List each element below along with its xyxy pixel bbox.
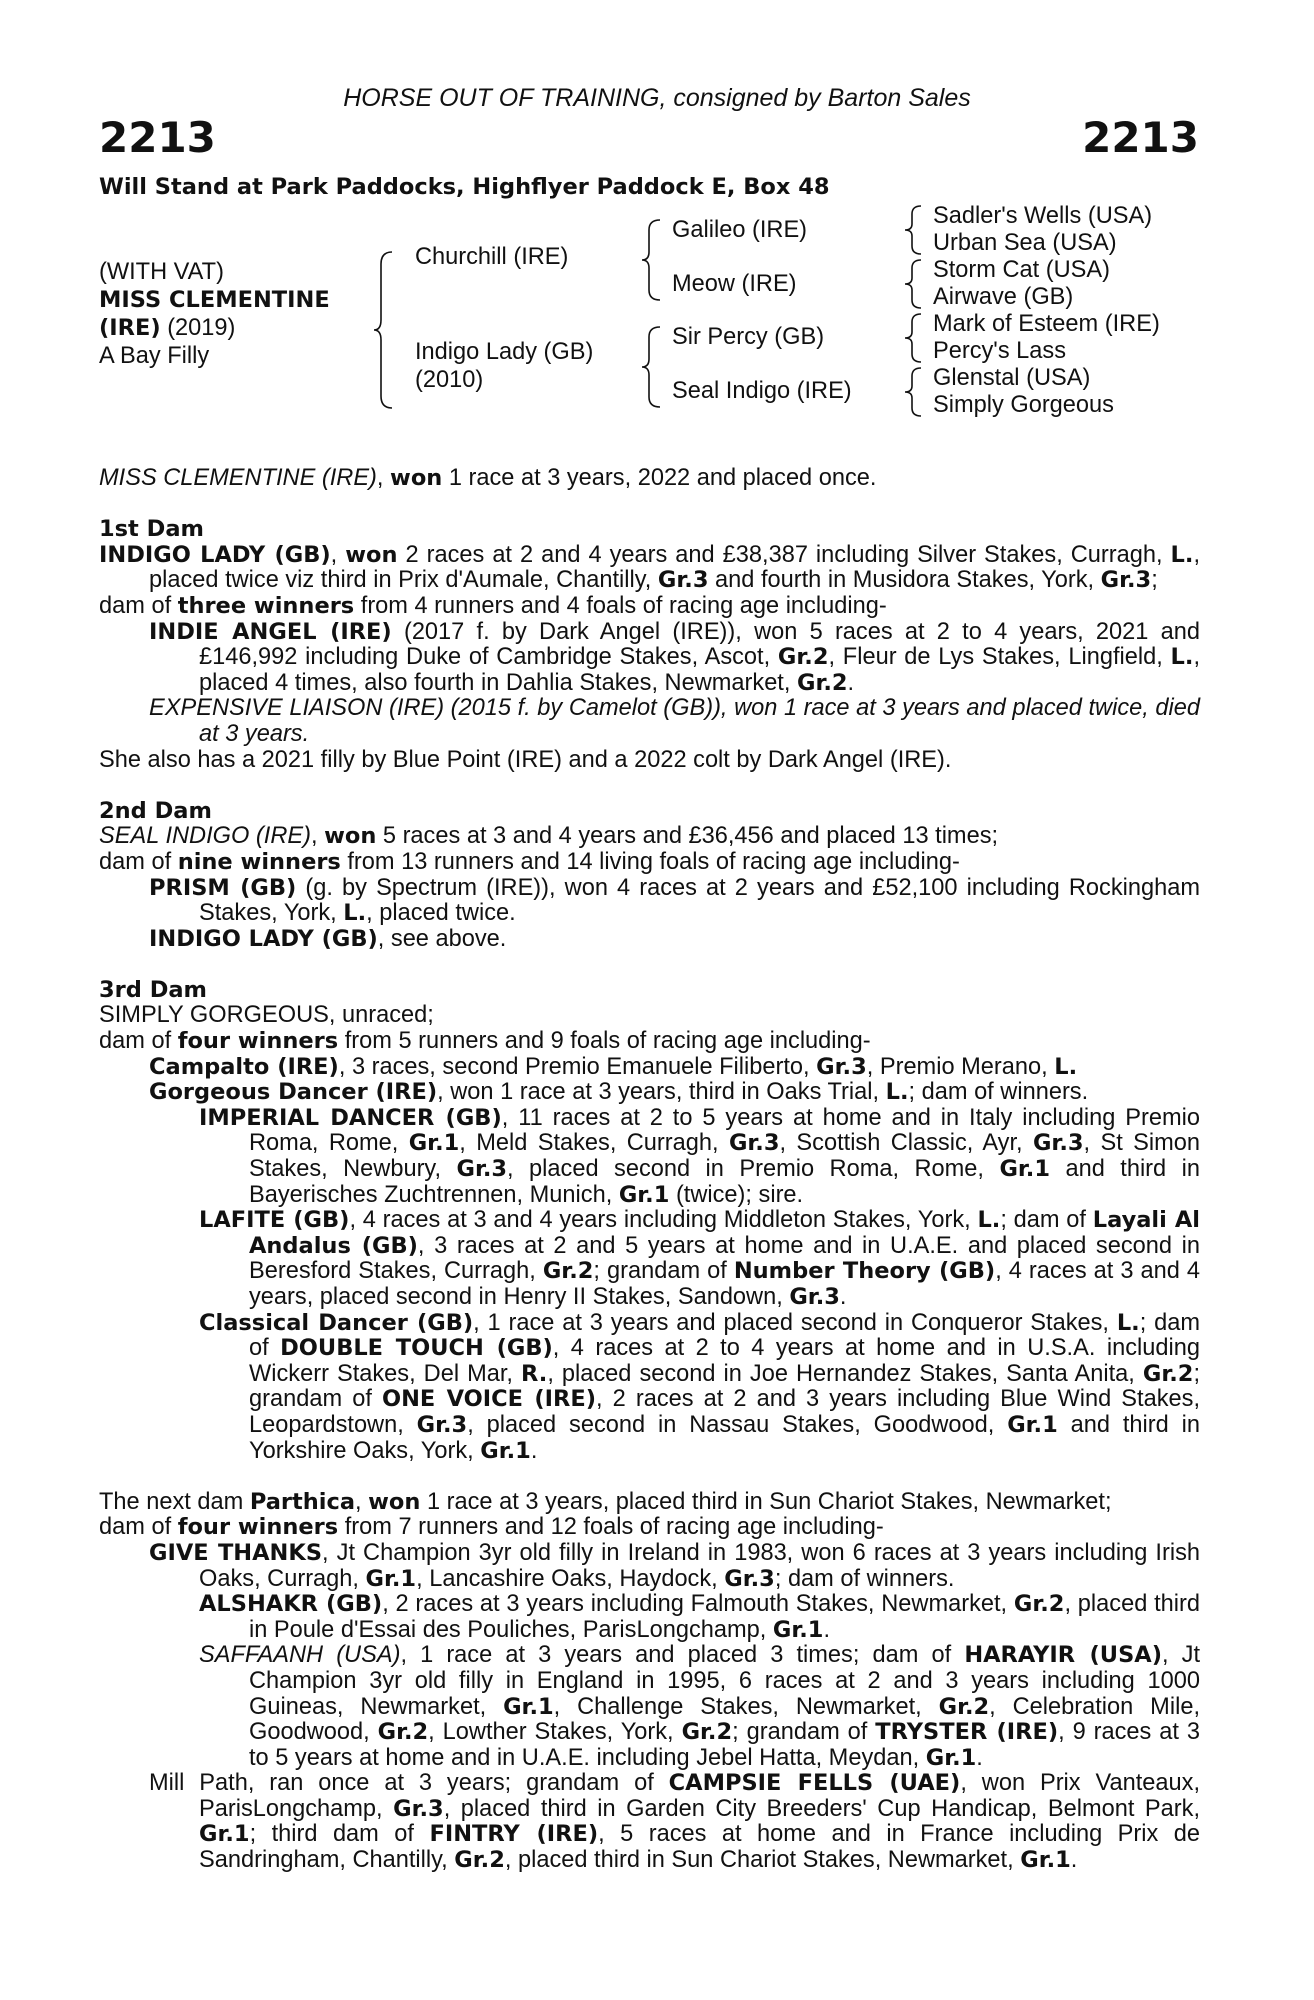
third-dam-record: SIMPLY GORGEOUS, unraced; bbox=[99, 1002, 434, 1029]
produce-imperial-dancer: IMPERIAL DANCER (GB), 11 races at 2 to 5 years at home and in Italy including Premio Roma, Rome, Gr.1, Meld Stakes, Curragh, Gr.3, Scottish Classic, Ayr, Gr.3, St Simon Stakes, Newbury, Gr.3, placed second in Premio Roma, Rome, Gr.1 and third in Bayerisches Zuchtrennen, Munich, Gr.1 (twice); sire. bbox=[199, 1104, 1200, 1208]
sire-sire: Galileo (IRE) bbox=[672, 217, 808, 243]
dam-dam-dam: Simply Gorgeous bbox=[933, 392, 1114, 418]
horse-identity bbox=[99, 258, 330, 370]
summary-horse-name: MISS CLEMENTINE (IRE) bbox=[99, 465, 377, 491]
sire-dam-sire: Storm Cat (USA) bbox=[933, 257, 1110, 283]
next-dam-produce-summary: dam of four winners from 7 runners and 12 foals of racing age including- bbox=[99, 1514, 884, 1541]
dam-sire-sire: Mark of Esteem (IRE) bbox=[933, 311, 1160, 337]
produce-gorgeous-dancer: Gorgeous Dancer (IRE), won 1 race at 3 years, third in Oaks Trial, L.; dam of winners. bbox=[149, 1079, 1089, 1106]
first-dam-heading: 1st Dam bbox=[99, 516, 204, 543]
produce-saffaanh: SAFFAANH (USA), 1 race at 3 years and placed 3 times; dam of HARAYIR (USA), Jt Champion 3yr old filly in England in 1995, 6 races at 2 and 3 years including 1000 Guineas, Newmarket, Gr.1, Challenge Stakes, Newmarket, Gr.2, Celebration Mile, Goodwood, Gr.2, Lowther Stakes, York, Gr.2; grandam of TRYSTER (IRE), 9 races at 3 to 5 years at home and in U.A.E. including Jebel Hatta, Meydan, Gr.1. bbox=[199, 1642, 1201, 1771]
third-dam-heading: 3rd Dam bbox=[99, 976, 207, 1003]
stand-location: Will Stand at Park Paddocks, Highflyer Paddock E, Box 48 bbox=[99, 174, 830, 200]
horse-name-line-2 bbox=[99, 314, 330, 342]
pedigree-brace-main bbox=[372, 250, 394, 410]
horse-name: MISS CLEMENTINE bbox=[99, 287, 330, 313]
dam-sire-dam: Percy's Lass bbox=[933, 338, 1067, 364]
sire-sire-sire: Sadler's Wells (USA) bbox=[933, 203, 1153, 229]
pedigree-brace-dam bbox=[640, 325, 662, 409]
produce-expensive-liaison: EXPENSIVE LIAISON (IRE) (2015 f. by Camelot (GB)), won 1 race at 3 years and placed twice, died at 3 years. bbox=[149, 695, 1200, 747]
dam-name: Indigo Lady (GB) bbox=[415, 339, 594, 365]
sire-dam: Meow (IRE) bbox=[672, 271, 797, 297]
dam-dam: Seal Indigo (IRE) bbox=[672, 378, 852, 404]
second-dam-heading: 2nd Dam bbox=[99, 797, 212, 824]
pedigree-brace-g2 bbox=[903, 258, 923, 310]
race-summary: MISS CLEMENTINE (IRE), won 1 race at 3 years, 2022 and placed once. bbox=[99, 465, 877, 491]
vat-label: (WITH VAT) bbox=[99, 259, 224, 285]
produce-classical-dancer: Classical Dancer (GB), 1 race at 3 years and placed second in Conqueror Stakes, L.; dam of DOUBLE TOUCH (GB), 4 races at 2 to 4 years at home and in U.S.A. including Wickerr Stakes, Del Mar, R., placed second in Joe Hernandez Stakes, Santa Anita, Gr.2; grandam of ONE VOICE (IRE), 2 races at 2 and 3 years including Blue Wind Stakes, Leopardstown, Gr.3, placed second in Nassau Stakes, Goodwood, Gr.1 and third in Yorkshire Oaks, York, Gr.1. bbox=[199, 1309, 1201, 1464]
pedigree-brace-sire bbox=[640, 218, 662, 302]
horse-sex: A Bay Filly bbox=[99, 343, 210, 369]
second-dam-produce-summary: dam of nine winners from 13 runners and 14 living foals of racing age including- bbox=[99, 848, 960, 875]
produce-indie-angel: INDIE ANGEL (IRE) (2017 f. by Dark Angel (IRE)), won 5 races at 2 to 4 years, 2021 and £146,992 including Duke of Cambridge Stakes, Ascot, Gr.2, Fleur de Lys Stakes, Lingfield, L., placed 4 times, also fourth in Dahlia Stakes, Newmarket, Gr.2. bbox=[149, 618, 1200, 696]
produce-indigo-lady: INDIGO LADY (GB), see above. bbox=[149, 925, 507, 952]
dam-dam-sire: Glenstal (USA) bbox=[933, 365, 1091, 391]
pedigree-brace-g3 bbox=[903, 312, 923, 364]
produce-give-thanks: GIVE THANKS, Jt Champion 3yr old filly in Ireland in 1983, won 6 races at 3 years including Irish Oaks, Curragh, Gr.1, Lancashire Oaks, Haydock, Gr.3; dam of winners. bbox=[149, 1539, 1200, 1592]
produce-campalto: Campalto (IRE), 3 races, second Premio Emanuele Filiberto, Gr.3, Premio Merano, L. bbox=[149, 1053, 1078, 1080]
second-dam-record: SEAL INDIGO (IRE), won 5 races at 3 and 4 years and £36,456 and placed 13 times; bbox=[99, 823, 999, 850]
catalogue-body bbox=[99, 466, 1200, 1874]
dam-sire: Sir Percy (GB) bbox=[672, 324, 825, 350]
produce-lafite: LAFITE (GB), 4 races at 3 and 4 years including Middleton Stakes, York, L.; dam of Layali Al Andalus (GB), 3 races at 2 and 5 years at home and in U.A.E. and placed second in Beresford Stakes, Curragh, Gr.2; grandam of Number Theory (GB), 4 races at 3 and 4 years, placed second in Henry II Stakes, Sandown, Gr.3. bbox=[199, 1207, 1201, 1310]
lot-number-right: 2213 bbox=[1082, 113, 1199, 162]
sire-dam-dam: Airwave (GB) bbox=[933, 284, 1074, 310]
produce-alshakr: ALSHAKR (GB), 2 races at 3 years including Falmouth Stakes, Newmarket, Gr.2, placed third in Poule d'Essai des Pouliches, ParisLongchamp, Gr.1. bbox=[199, 1591, 1200, 1643]
sire-sire-dam: Urban Sea (USA) bbox=[933, 230, 1117, 256]
sire-name: Churchill (IRE) bbox=[415, 244, 569, 270]
horse-country: (IRE) bbox=[99, 315, 161, 341]
horse-year: (2019) bbox=[160, 315, 236, 341]
third-dam-produce-summary: dam of four winners from 5 runners and 9 foals of racing age including- bbox=[99, 1028, 871, 1055]
dam-year: (2010) bbox=[415, 367, 484, 393]
first-dam-record: INDIGO LADY (GB), won 2 races at 2 and 4 years and £38,387 including Silver Stakes, Curragh, L., placed twice viz third in Prix d'Aumale, Chantilly, Gr.3 and fourth in Musidora Stakes, York, Gr.3; bbox=[99, 541, 1200, 594]
first-dam-produce-summary: dam of three winners from 4 runners and 4 foals of racing age including- bbox=[99, 592, 887, 619]
first-dam-young-stock: She also has a 2021 filly by Blue Point (IRE) and a 2022 colt by Dark Angel (IRE). bbox=[99, 746, 952, 773]
consignor-line: HORSE OUT OF TRAINING, consigned by Barton Sales bbox=[343, 84, 971, 112]
produce-mill-path: Mill Path, ran once at 3 years; grandam of CAMPSIE FELLS (UAE), won Prix Vanteaux, ParisLongchamp, Gr.3, placed third in Garden City Breeders' Cup Handicap, Belmont Park, Gr.1; third dam of FINTRY (IRE), 5 races at home and in France including Prix de Sandringham, Chantilly, Gr.2, placed third in Sun Chariot Stakes, Newmarket, Gr.1. bbox=[149, 1770, 1200, 1874]
lot-number-left: 2213 bbox=[99, 113, 216, 162]
pedigree-brace-g4 bbox=[903, 366, 923, 418]
pedigree-brace-g1 bbox=[903, 204, 923, 256]
next-dam-record: The next dam Parthica, won 1 race at 3 years, placed third in Sun Chariot Stakes, Newmarket; bbox=[99, 1488, 1112, 1515]
produce-prism: PRISM (GB) (g. by Spectrum (IRE)), won 4 races at 2 years and £52,100 including Rockingham Stakes, York, L., placed twice. bbox=[149, 874, 1200, 927]
